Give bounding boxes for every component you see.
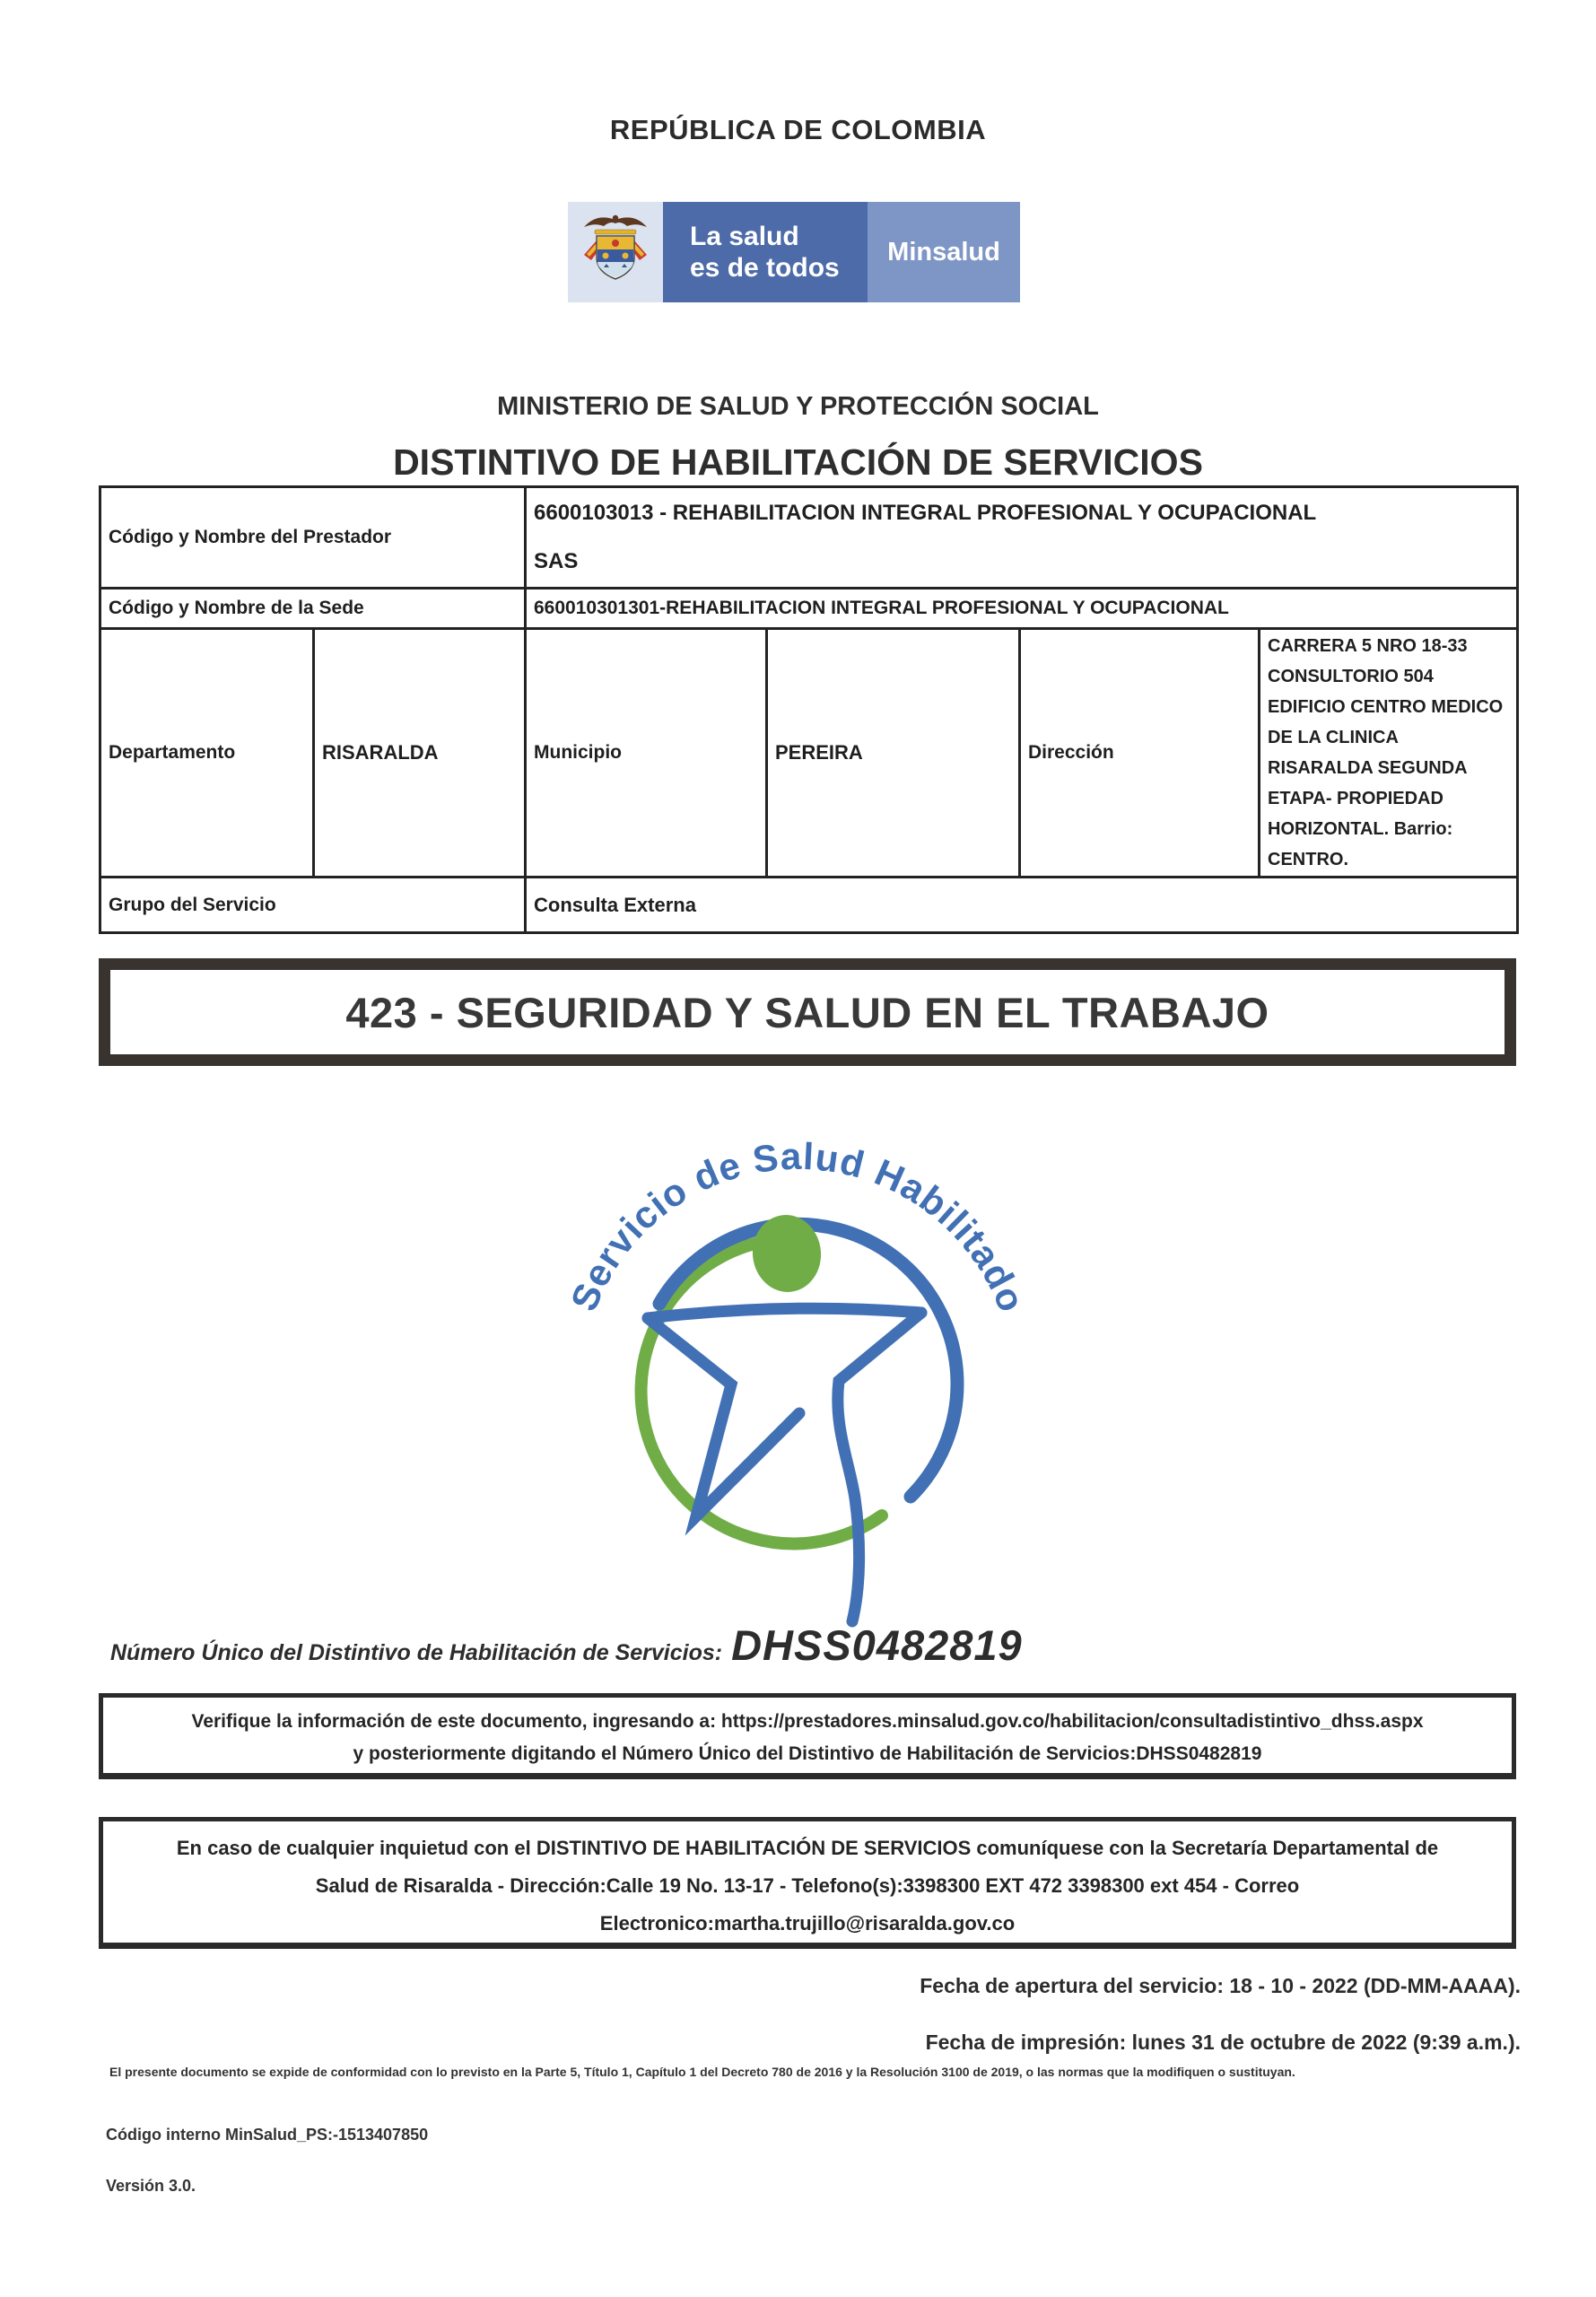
habilitado-seal <box>519 1117 1076 1633</box>
direccion-value <box>1260 629 1518 878</box>
direccion-line: ETAPA- PROPIEDAD <box>1268 789 1443 808</box>
prestador-value-line1: 6600103013 - REHABILITACION INTEGRAL PROFESIONAL Y OCUPACIONAL <box>534 501 1317 525</box>
unique-number-value: DHSS0482819 <box>731 1621 1023 1669</box>
coat-of-arms-panel <box>568 202 663 302</box>
republic-title: REPÚBLICA DE COLOMBIA <box>609 114 987 145</box>
table-row-sede <box>100 589 1518 629</box>
unique-number-label: Número Único del Distintivo de Habilitación de Servicios: <box>110 1640 723 1665</box>
prestador-label: Código y Nombre del Prestador <box>100 487 526 589</box>
table-row-ubicacion <box>100 629 1518 878</box>
sede-label: Código y Nombre de la Sede <box>100 589 526 629</box>
version-label: Versión 3.0. <box>106 2177 196 2195</box>
service-banner <box>99 958 1516 1066</box>
prestador-value <box>526 487 1518 589</box>
direccion-line: RISARALDA SEGUNDA <box>1268 758 1468 778</box>
grupo-value: Consulta Externa <box>526 878 1518 933</box>
contact-line-2: Salud de Risaralda - Dirección:Calle 19 No. 13-17 - Telefono(s):3398300 EXT 472 3398300 ext 454 - Correo <box>315 1874 1300 1897</box>
direccion-line: CONSULTORIO 504 <box>1268 667 1434 686</box>
legal-disclaimer: El presente documento se expide de conformidad con lo previsto en la Parte 5, Título 1, Capítulo 1 del Decreto 780 de 2016 y la Resolución 3100 de 2019, o las normas que la modifiquen o sustituyan. <box>109 2065 1295 2079</box>
seal-figure-right-leg <box>838 1313 921 1621</box>
fecha-apertura: Fecha de apertura del servicio: 18 - 10 - 2022 (DD-MM-AAAA). <box>920 1974 1521 1997</box>
provider-info-table <box>99 485 1519 934</box>
prestador-value-line2: SAS <box>534 549 579 573</box>
slogan-panel <box>663 202 868 302</box>
fecha-impresion: Fecha de impresión: lunes 31 de octubre de 2022 (9:39 a.m.). <box>925 2031 1521 2054</box>
internal-code: Código interno MinSalud_PS:-1513407850 <box>106 2126 429 2144</box>
verify-line-2: y posteriormente digitando el Número Único del Distintivo de Habilitación de Servicios:DHSS0482819 <box>353 1743 1262 1764</box>
direccion-line: CARRERA 5 NRO 18-33 <box>1268 636 1468 656</box>
slogan-line-2: es de todos <box>690 253 840 283</box>
direccion-line: EDIFICIO CENTRO MEDICO <box>1268 697 1504 717</box>
municipio-value: PEREIRA <box>767 629 1020 878</box>
direccion-line: DE LA CLINICA <box>1268 728 1399 747</box>
slogan-line-1: La salud <box>690 222 799 251</box>
seal-arc-text: Servicio de Salud Habilitado <box>562 1134 1033 1318</box>
departamento-label: Departamento <box>100 629 314 878</box>
table-row-grupo <box>100 878 1518 933</box>
direccion-line: HORIZONTAL. Barrio: <box>1268 819 1453 839</box>
municipio-label: Municipio <box>526 629 767 878</box>
minsalud-logo-bar <box>568 202 1020 302</box>
direccion-label: Dirección <box>1020 629 1260 878</box>
ministry-title: MINISTERIO DE SALUD Y PROTECCIÓN SOCIAL <box>497 392 1099 421</box>
seal-figure-arms <box>648 1308 921 1318</box>
minsalud-brand-panel <box>868 202 1020 302</box>
contact-line-3: Electronico:martha.trujillo@risaralda.gov.co <box>599 1912 1016 1935</box>
minsalud-brand-name: Minsalud <box>887 237 1000 266</box>
sede-value: 660010301301-REHABILITACION INTEGRAL PROFESIONAL Y OCUPACIONAL <box>526 589 1518 629</box>
direccion-line: CENTRO. <box>1268 850 1348 869</box>
service-banner-text: 423 - SEGURIDAD Y SALUD EN EL TRABAJO <box>345 988 1269 1036</box>
unique-number-line <box>110 1620 1456 1670</box>
contact-box <box>99 1817 1516 1949</box>
table-row-prestador <box>100 487 1518 589</box>
verify-box <box>99 1693 1516 1779</box>
verify-line-1: Verifique la información de este documento, ingresando a: https://prestadores.minsalud.gov.co/habilitacion/consultadistintivo_dhss.aspx <box>191 1711 1424 1732</box>
departamento-value: RISARALDA <box>314 629 526 878</box>
document-title: DISTINTIVO DE HABILITACIÓN DE SERVICIOS <box>393 441 1203 483</box>
contact-line-1: En caso de cualquier inquietud con el DISTINTIVO DE HABILITACIÓN DE SERVICIOS comuníquese con la Secretaría Departamental de <box>176 1837 1439 1859</box>
colombia-coat-of-arms-icon <box>580 211 650 293</box>
grupo-label: Grupo del Servicio <box>100 878 526 933</box>
